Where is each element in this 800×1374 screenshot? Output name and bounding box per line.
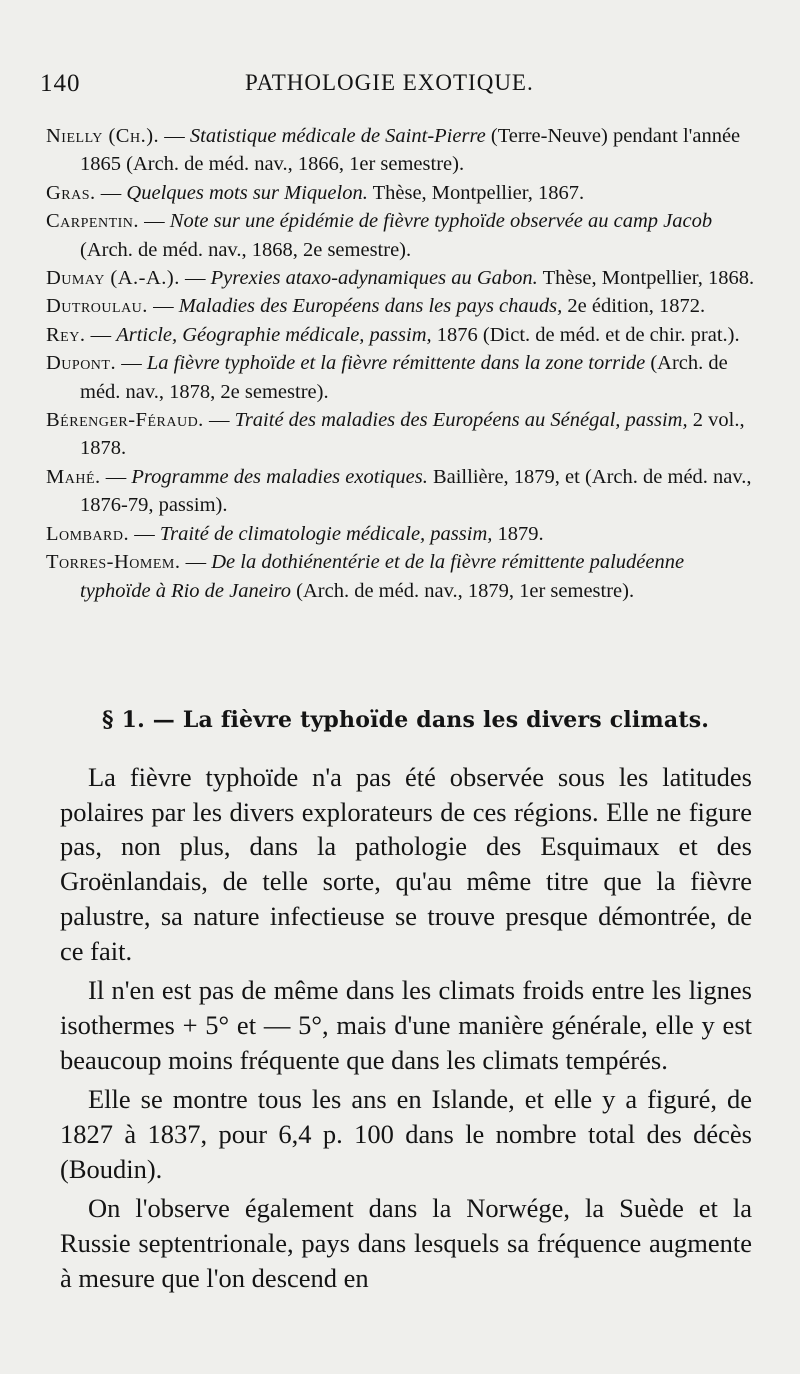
bib-entry <box>46 548 756 605</box>
bib-entry <box>46 122 756 179</box>
paragraph: Il n'en est pas de même dans les climats froids entre les lignes isothermes + 5° et — 5°, mais d'une manière générale, elle y est beaucoup moins fréquente que dans les climats tempérés. <box>60 975 752 1075</box>
bib-author: Mahé. <box>46 465 101 488</box>
bib-author: Nielly (Ch.). <box>46 125 160 147</box>
bib-entry <box>46 321 756 349</box>
bib-entry <box>46 406 756 463</box>
bib-details: Thèse, Montpellier, 1867. <box>367 181 585 204</box>
bib-title: La fièvre typhoïde et la fièvre rémittente dans la zone torride <box>146 352 646 375</box>
bib-details: 1876 (Dict. de méd. et de chir. prat.). <box>431 323 740 346</box>
bib-dash: — <box>147 295 179 318</box>
bib-dash: — <box>85 323 117 346</box>
bib-author: Dumay (A.-A.). <box>46 267 180 290</box>
bib-details: 2 vol., 1878. <box>80 409 745 460</box>
bib-author: Torres-Homem. <box>46 551 181 574</box>
paragraph: La fièvre typhoïde n'a pas été observée sous les latitudes polaires par les divers explorateurs de ces régions. Elle ne figure pas, non plus, dans la pathologie des Esquimaux et des Groënlandais, de telle sorte, qu'au même titre que la fièvre palustre, sa nature infectieuse se trouve presque démontrée, de ce fait. <box>60 762 752 966</box>
bib-entry <box>46 207 756 264</box>
running-title: PATHOLOGIE EXOTIQUE. <box>245 70 534 95</box>
bib-author: Gras. <box>46 181 96 204</box>
body-text <box>60 760 752 1301</box>
bib-author: Rey. <box>46 323 86 346</box>
bib-dash: — <box>139 210 170 233</box>
bib-entry <box>46 520 756 548</box>
bib-dash: — <box>100 465 132 488</box>
page-header <box>40 70 755 110</box>
bib-title: Article, Géographie médicale, passim, <box>116 323 432 346</box>
bib-entry <box>46 349 756 406</box>
bib-title: Quelques mots sur Miquelon. <box>126 181 368 204</box>
bib-title: Maladies des Européens dans les pays chauds, <box>178 295 563 318</box>
bib-details: Thèse, Montpellier, 1868. <box>537 267 755 290</box>
bib-author: Dupont. <box>46 352 117 375</box>
bib-details: (Terre-Neuve) pendant l'année 1865 (Arch. de méd. nav., 1866, 1er semestre). <box>80 125 741 176</box>
bib-dash: — <box>179 267 211 290</box>
bib-details: 1879. <box>492 522 544 545</box>
bib-details: 2e édition, 1872. <box>562 295 706 318</box>
paragraph: On l'observe également dans la Norwége, la Suède et la Russie septentrionale, pays dans lesquels sa fréquence augmente à mesure que l'on descend en <box>60 1193 752 1293</box>
bib-dash: — <box>129 522 160 545</box>
bib-title: Traité de climatologie médicale, passim, <box>159 522 493 545</box>
bib-title: Traité des maladies des Européens au Sénégal, passim, <box>234 409 688 432</box>
bib-author: Lombard. <box>46 522 130 545</box>
bib-author: Bérenger-Féraud. <box>46 409 204 432</box>
bib-author: Carpentin. <box>46 210 140 233</box>
bib-title: Pyrexies ataxo-adynamiques au Gabon. <box>210 267 538 290</box>
bibliography-list <box>46 122 756 605</box>
bib-entry <box>46 463 756 520</box>
bib-entry <box>46 292 756 320</box>
bib-title: De la dothiénentérie et de la fièvre rémittente paludéenne typhoïde à Rio de Janeiro <box>80 551 685 602</box>
paragraph: Elle se montre tous les ans en Islande, et elle y a figuré, de 1827 à 1837, pour 6,4 p. 100 dans le nombre total des décès (Boudin). <box>60 1084 752 1184</box>
section-heading: § 1. — La fièvre typhoïde dans les divers climats. <box>102 707 710 733</box>
bib-dash: — <box>116 352 147 375</box>
bib-dash: — <box>95 181 127 204</box>
bib-dash: — <box>203 409 235 432</box>
bib-details: (Arch. de méd. nav., 1879, 1er semestre). <box>291 579 635 602</box>
bib-details: Baillière, 1879, et (Arch. de méd. nav., 1876-79, passim). <box>80 465 752 517</box>
bib-entry <box>46 179 756 207</box>
bib-details: (Arch. de méd. nav., 1878, 2e semestre). <box>80 352 728 403</box>
bib-dash: — <box>180 551 212 574</box>
bib-dash: — <box>159 125 190 147</box>
page-number: 140 <box>40 70 81 97</box>
bib-title: Note sur une épidémie de fièvre typhoïde observée au camp Jacob <box>169 210 713 233</box>
bib-entry <box>46 264 756 292</box>
bib-details: (Arch. de méd. nav., 1868, 2e semestre). <box>80 238 412 261</box>
bib-title: Programme des maladies exotiques. <box>131 465 428 488</box>
bib-title: Statistique médicale de Saint-Pierre <box>189 125 486 147</box>
bib-author: Dutroulau. <box>46 295 148 318</box>
